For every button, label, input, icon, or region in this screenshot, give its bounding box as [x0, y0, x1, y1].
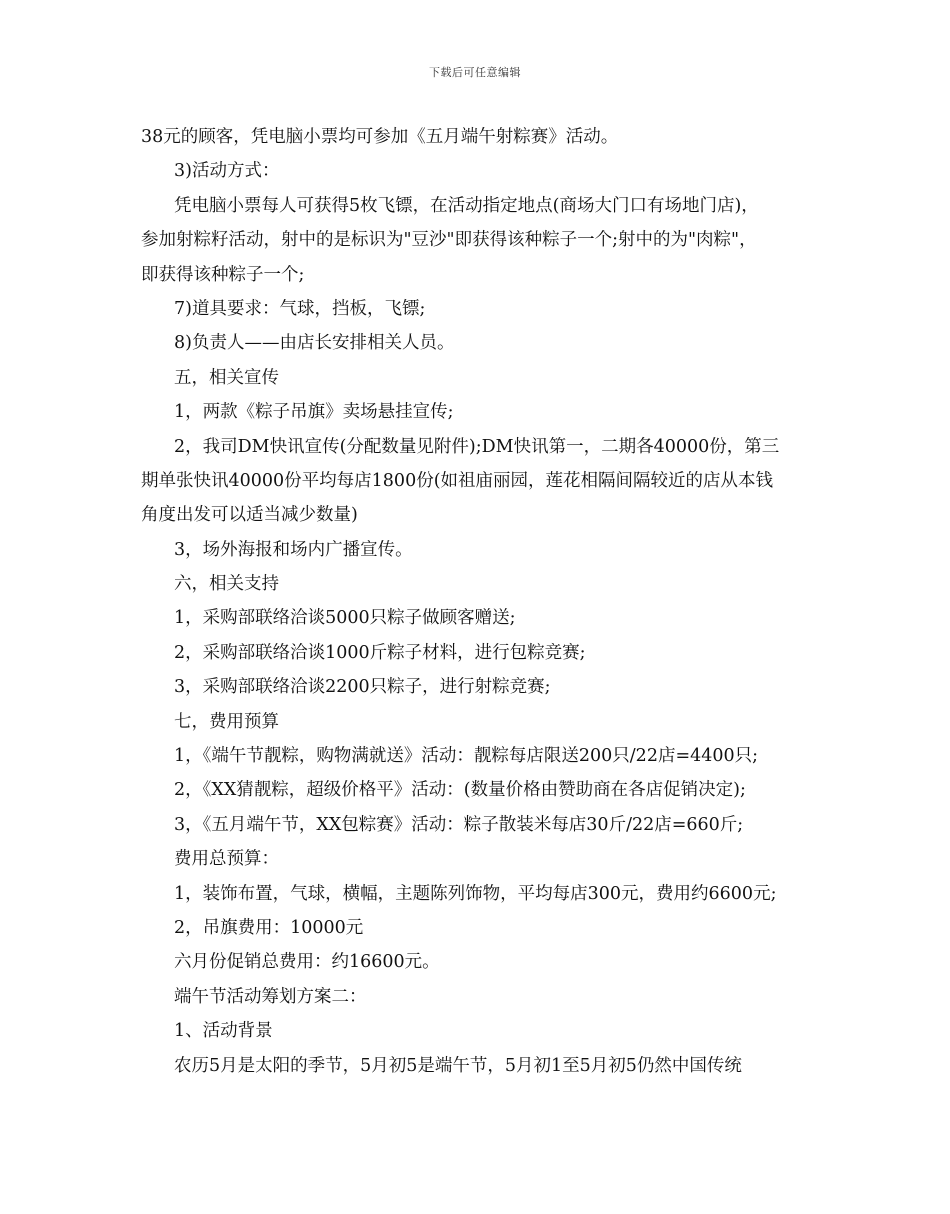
document-body [141, 120, 821, 1083]
text-line: 即获得该种粽子一个; [141, 264, 305, 285]
text-line: 2，《XX猜靓粽，超级价格平》活动：(数量价格由赞助商在各店促销决定); [174, 780, 746, 801]
text-line: 3，场外海报和场内广播宣传。 [174, 539, 413, 560]
text-line: 1，两款《粽子吊旗》卖场悬挂宣传; [174, 402, 454, 423]
text-line: 农历5月是太阳的季节，5月初5是端午节，5月初1至5月初5仍然中国传统 [174, 1055, 742, 1076]
text-line: 2，吊旗费用：10000元 [174, 917, 364, 938]
text-line: 38元的顾客，凭电脑小票均可参加《五月端午射粽赛》活动。 [141, 127, 619, 147]
text-line: 六，相关支持 [174, 574, 279, 595]
text-line: 2，采购部联络洽谈1000斤粽子材料，进行包粽竞赛; [174, 642, 586, 663]
text-line: 1，《端午节靓粽，购物满就送》活动：靓粽每店限送200只/22店=4400只; [174, 746, 759, 767]
text-line: 1，采购部联络洽谈5000只粽子做顾客赠送; [174, 608, 516, 629]
text-line: 2，我司DM快讯宣传(分配数量见附件);DM快讯第一，二期各40000份，第三 [174, 436, 780, 457]
page-header: 下载后可任意编辑 [429, 66, 521, 79]
text-line: 8)负责人——由店长安排相关人员。 [174, 333, 455, 354]
text-line: 3，采购部联络洽谈2200只粽子，进行射粽竞赛; [174, 677, 551, 698]
text-line: 7)道具要求：气球，挡板，飞镖; [174, 298, 426, 319]
text-line: 角度出发可以适当减少数量) [141, 505, 358, 526]
text-line: 凭电脑小票每人可获得5枚飞镖，在活动指定地点(商场大门口有场地门店)， [174, 195, 759, 216]
text-line: 参加射粽籽活动，射中的是标识为"豆沙"即获得该种粽子一个;射中的为"肉粽"， [141, 230, 757, 251]
text-line: 期单张快讯40000份平均每店1800份(如祖庙丽园，莲花相隔间隔较近的店从本钱 [141, 470, 774, 491]
text-line: 六月份促销总费用：约16600元。 [174, 952, 440, 973]
text-line: 五，相关宣传 [174, 367, 279, 388]
text-line: 3)活动方式： [174, 161, 280, 182]
text-line: 1，装饰布置，气球，横幅，主题陈列饰物，平均每店300元，费用约6600元; [174, 883, 777, 904]
text-line: 1、活动背景 [174, 1021, 273, 1042]
text-line: 端午节活动筹划方案二： [174, 986, 367, 1007]
text-line: 3，《五月端午节，XX包粽赛》活动：粽子散装米每店30斤/22店=660斤; [174, 814, 744, 835]
text-line: 七，费用预算 [174, 711, 279, 732]
text-line: 费用总预算： [174, 849, 279, 870]
